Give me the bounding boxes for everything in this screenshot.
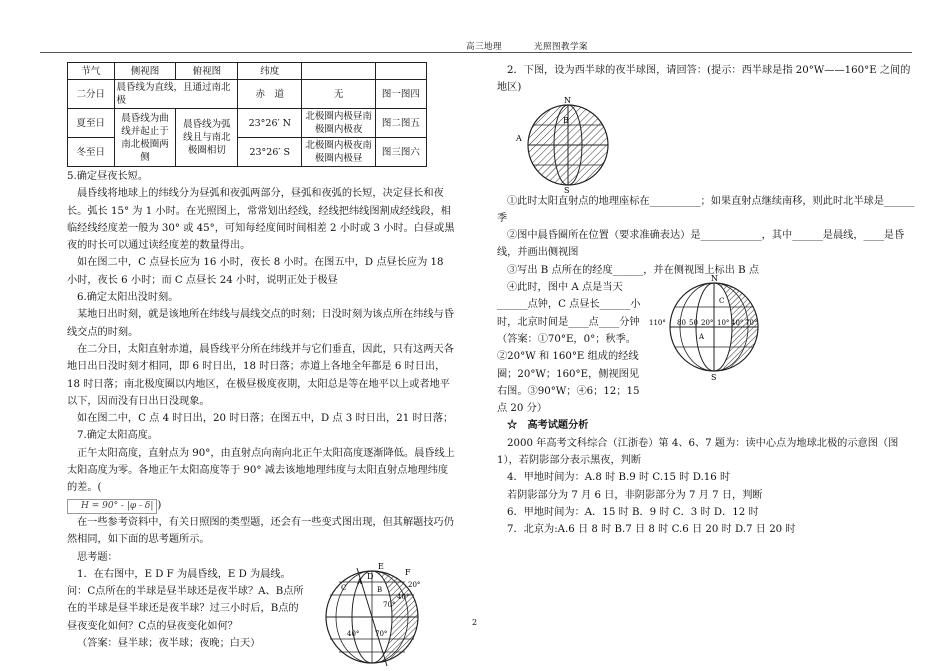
- side-globe-label-a: A: [699, 333, 705, 342]
- table-cell: 晨昏线为弧线且与南北极圈相切: [176, 109, 238, 167]
- section-heading: 6.确定太阳出没时刻。: [77, 292, 179, 304]
- side-globe-label-n: N: [711, 274, 718, 284]
- left-column: [67, 62, 455, 666]
- exam-question-7: 7．北京为:A.6 日 8 时 B.7 日 8 时 C.6 日 20 时 D.7 日 20 时: [507, 524, 796, 536]
- side-globe-label-50: 50: [689, 319, 698, 328]
- table-header-cell: 纬度: [238, 63, 302, 80]
- side-globe-label-s: S: [711, 373, 717, 382]
- globe1-label-70: 70°: [383, 600, 396, 609]
- question-2-answer: （答案：①70°E，0°；秋季。②20°W 和 160°E 组成的经线圈；20°W；160°E，侧视图见右图。③90°W；④6；12；15 点 20 分）: [497, 333, 640, 415]
- paragraph: 如在图二中，C 点昼长应为 16 小时，夜长 8 小时。在图五中，D 点昼长应为 18 小时，夜长 6 小时；而 C 点昼长 24 小时，说明正处于极昼: [67, 257, 444, 286]
- table-row: [68, 80, 427, 109]
- table-cell: 赤 道: [238, 80, 302, 109]
- table-cell: 冬至日: [68, 138, 115, 167]
- page-header: [40, 38, 912, 53]
- section-heading: 思考题：: [77, 551, 118, 563]
- globe2-label-s: S: [564, 185, 570, 193]
- table-cell: 图一图四: [375, 80, 426, 109]
- section-heading: 7.确定太阳高度。: [77, 430, 159, 442]
- table-cell: 无: [302, 80, 376, 109]
- question-2-intro: 2．下图，设为西半球的夜半球图，请回答：(提示：西半球是指 20°W——160°E 之间的地区): [497, 65, 911, 94]
- globe1-label-40b: 40°: [347, 629, 360, 638]
- table-cell: 23°26′ N: [238, 109, 302, 138]
- globe2-label-b: B: [563, 115, 569, 125]
- question-2-part-4: ④此时，图中 A 点是当天______点钟，C 点昼长______小时，北京时间是____点____分钟: [497, 282, 641, 328]
- globe2-label-n: N: [564, 96, 571, 105]
- globe1-label-b: B: [377, 585, 383, 594]
- side-globe-label-80: 80: [677, 319, 686, 328]
- globe1-label-a: A: [357, 577, 363, 586]
- exam-intro: 2000 年高考文科综合（江浙卷）第 4、6、7 题为：读中心点为地球北极的示意图（图 1），若阴影部分表示黑夜，判断: [497, 437, 899, 467]
- page-number: 2: [472, 618, 478, 627]
- table-cell: 图三图六: [375, 138, 426, 167]
- formula-box: H = 90° - |φ - δ|: [67, 499, 157, 514]
- globe1-label-70b: 70°: [375, 629, 388, 638]
- globe1-label-40: 40°: [397, 592, 410, 601]
- section-heading: 5.确定昼夜长短。: [67, 171, 149, 182]
- question-2-part-1: ①此时太阳直射点的地理座标在__________；如果直射点继续南移，则此时北半球是______季: [497, 195, 915, 224]
- table-row: [68, 109, 427, 138]
- side-view-globe: [649, 273, 779, 381]
- globe2-label-a: A: [516, 133, 522, 143]
- question-1-text: 1．在右图中，E D F 为晨昏线，E D 为晨线。问：C点所在的半球是昼半球还是夜半球？A、B点所在的半球是昼半球还是夜半球？过三小时后，B点的昼夜变化如何？C点的昼夜变化如何？: [67, 568, 304, 632]
- table-cell: 夏至日: [68, 109, 115, 138]
- paragraph-text: 正午太阳高度，直射点为 90°，由直射点向南向北正午太阳高度逐渐降低。晨昏线上太阳高度为零。各地正午太阳高度等于 90° 减去该地地理纬度与太阳直射点地理纬度的差。(: [67, 447, 455, 494]
- question-1-answer: （答案：昼半球；夜半球；夜晚；白天）: [77, 638, 261, 650]
- right-column: [497, 62, 915, 539]
- table-cell: 晨昏线为直线，且通过南北极: [114, 80, 238, 109]
- paragraph: 如在图二中，C 点 4 时日出，20 时日落；在图五中，D 点 3 时日出，21 时日落；: [77, 413, 454, 425]
- header-text: 高三地理 光照图教学案: [466, 42, 589, 52]
- globe1-label-f: F: [405, 567, 411, 577]
- exam-question-6: 6．甲地时间为：A．15 时 B．9 时 C．3 时 D．12 时: [507, 506, 759, 518]
- paragraph: 晨昏线将地球上的纬线分为昼弧和夜弧两部分，昼弧和夜弧的长短，决定昼长和夜长。弧长 15° 为 1 小时。在光照图上，常常划出经线，经线把纬线图割成经线段，相临经线经度差一般为 30° 或 45°，可知每经度间时间相差 2 小时或 3 小时。白昼或黑夜的时长可以通过读经度差的数量得出。: [67, 188, 455, 252]
- paragraph: [67, 445, 455, 514]
- table-header-cell: [302, 63, 376, 80]
- paragraph: 某地日出时刻，就是该地所在纬线与晨线交点的时刻；日没时刻为该点所在纬线与昏线交点的时刻。: [67, 309, 454, 338]
- globe-diagram-1: [317, 562, 427, 668]
- globe1-label-20: 20°: [408, 580, 421, 589]
- table-cell: 图二图五: [375, 109, 426, 138]
- globe-diagram-2: [513, 97, 623, 193]
- question-1-block: [67, 561, 455, 666]
- section-title: ☆ 高考试题分析: [507, 419, 589, 432]
- table-cell: 北极圈内极夜南极圈内极昼: [302, 138, 376, 167]
- question-2-part-3: ③写出 B 点所在的经度______，并在侧视图上标出 B 点: [507, 264, 760, 276]
- paragraph: 在二分日，太阳直射赤道，晨昏线平分所在纬线并与它们垂直，因此，只有这两天各地日出日没时刻才相同，即 6 时日出，18 时日落；赤道上各地全年都是 6 时日出，18 时日落；南北极度圈以内地区，在极昼极度夜期，太阳总是等在地平以上或者地平以下，因而没有日出日没现象。: [67, 343, 454, 407]
- paren-close: ): [157, 499, 162, 511]
- table-cell: 晨昏线为曲线并起止于南北极圈两侧: [114, 109, 176, 167]
- question-2-part-4-block: [497, 274, 915, 417]
- side-globe-label-10: 10°: [717, 319, 730, 328]
- side-globe-label-20: 20°: [701, 319, 714, 328]
- table-header-cell: 节气: [68, 63, 115, 80]
- side-globe-label-70: 70°: [745, 319, 758, 328]
- table-header-cell: 俯视图: [176, 63, 238, 80]
- solar-terms-table: [67, 62, 427, 167]
- table-header-cell: [375, 63, 426, 80]
- table-cell: 二分日: [68, 80, 115, 109]
- side-globe-label-40: 40°: [731, 319, 744, 328]
- table-cell: 北极圈内极昼南极圈内极夜: [302, 109, 376, 138]
- side-globe-label-c: C: [719, 297, 725, 306]
- side-globe-label-110: 110°: [649, 319, 666, 328]
- question-2-part-2: ②图中晨昏圈所在位置（要求准确表达）是____________，其中______是晨线，____是昏线，并画出侧视图: [497, 230, 905, 259]
- globe1-label-e: E: [378, 561, 384, 571]
- paragraph: 在一些参考资料中，有关日照图的类型题，还会有一些变式图出现，但其解题技巧仍然相同，如下面的思考题所示。: [67, 516, 454, 546]
- table-header-row: [68, 63, 427, 80]
- globe1-label-c: C: [341, 583, 347, 592]
- exam-question-4: 4．甲地时间为：A.8 时 B.9 时 C.15 时 D.16 时: [507, 472, 731, 484]
- globe1-label-d: D: [367, 571, 374, 581]
- table-cell: 23°26′ S: [238, 138, 302, 167]
- exam-note: 若阴影部分为 7 月 6 日，非阴影部分为 7 月 7 日，判断: [507, 489, 763, 501]
- table-header-cell: 侧视图: [114, 63, 176, 80]
